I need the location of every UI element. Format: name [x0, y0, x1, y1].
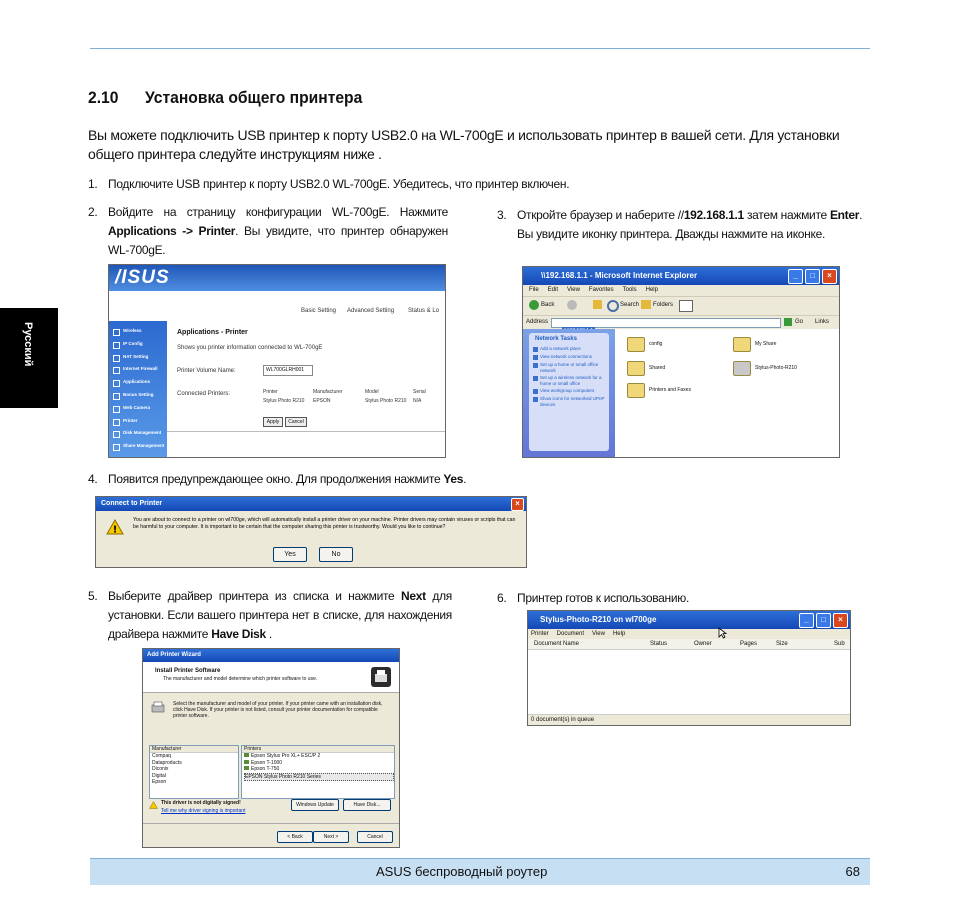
step-text-bold: Next: [401, 589, 426, 603]
asus-nav-label: Web Camera: [123, 404, 151, 410]
step-text: [108, 203, 448, 260]
yes-button[interactable]: Yes: [273, 547, 307, 562]
asus-tabbar: [109, 291, 445, 321]
ie-item-label: Shared: [649, 365, 666, 371]
window-controls: [511, 498, 524, 511]
queue-column[interactable]: Sub: [834, 641, 845, 647]
task-label: Set up a wireless network for a home or small office: [540, 375, 602, 386]
asus-page-desc: Shows you printer information connected to WL-700gE: [177, 345, 323, 351]
nav-bullet-icon: [113, 355, 120, 362]
asus-nav-label: Applications: [123, 379, 151, 385]
network-task-item[interactable]: [533, 396, 609, 407]
step-text-bold: 192.168.1.1: [683, 208, 744, 222]
maximize-icon[interactable]: □: [805, 269, 820, 284]
close-icon[interactable]: ×: [822, 269, 837, 284]
asus-nav-label: Disk Management: [123, 430, 162, 436]
queue-column[interactable]: Document Name: [534, 641, 580, 647]
wizard-description: Select the manufacturer and model of your printer. If your printer came with an installation disk, click Have Disk. If your printer is not listed, consult your printer documentation for compatible printer software.: [173, 701, 383, 719]
network-task-item[interactable]: [533, 362, 609, 373]
col-serial: Serial: [413, 389, 426, 395]
cell: EPSON: [313, 398, 331, 404]
printer-list-header: Printers: [242, 746, 394, 753]
step-text-part: Появится предупреждающее окно. Для продолжения нажмите: [108, 472, 444, 486]
printer-icon: [733, 361, 751, 376]
wizard-header-title: Install Printer Software: [155, 668, 221, 674]
col-manufacturer: Manufacturer: [313, 389, 343, 395]
asus-nav-item[interactable]: [111, 417, 167, 428]
back-arrow-icon[interactable]: [529, 300, 539, 310]
step-text-part: для установки. Если вашего принтера нет в списке, для нахождения драйвера нажмите: [108, 589, 452, 641]
divider: [143, 823, 399, 824]
step-3: [497, 206, 869, 246]
go-label[interactable]: Go: [795, 319, 804, 325]
dialog-titlebar: [96, 497, 526, 511]
views-icon[interactable]: [679, 300, 693, 312]
step-text-bold: Yes: [443, 472, 464, 486]
nav-bullet-icon: [113, 431, 120, 438]
ie-folder-item[interactable]: [627, 335, 727, 355]
step-text-bold: Enter: [829, 208, 860, 222]
manufacturer-item[interactable]: Epson: [152, 779, 167, 785]
printer-model-icon: [244, 753, 249, 757]
printer-volume-input[interactable]: WL700GLRH001: [263, 365, 313, 376]
step-4: [88, 470, 868, 490]
up-folder-icon[interactable]: [593, 300, 602, 309]
maximize-icon[interactable]: □: [816, 613, 831, 628]
ie-content-area: [615, 329, 839, 457]
step-number: 5.: [88, 589, 98, 603]
apply-button[interactable]: Apply: [263, 417, 283, 427]
task-icon: [533, 397, 538, 402]
asus-nav-panel: [109, 321, 167, 457]
step-number: 4.: [88, 472, 98, 486]
svg-text:!: !: [112, 524, 118, 535]
task-label: Set up a home or small office network: [540, 362, 599, 373]
network-task-item[interactable]: [533, 375, 609, 386]
manufacturer-list-header: Manufacturer: [150, 746, 238, 753]
printers-folder-icon: [627, 383, 645, 398]
top-rule: [90, 48, 870, 49]
ie-item-label: My Share: [755, 341, 777, 347]
ie-folder-item[interactable]: [627, 359, 727, 379]
search-icon[interactable]: [607, 300, 619, 312]
nav-bullet-icon: [113, 367, 120, 374]
step-text: [108, 470, 466, 489]
asus-nav-item[interactable]: [111, 378, 167, 389]
window-controls: [788, 269, 837, 284]
step-text-part: Откройте браузер и наберите //: [517, 208, 684, 222]
step-5: [88, 587, 454, 647]
wizard-title: Add Printer Wizard: [147, 652, 201, 658]
divider: [167, 431, 445, 432]
printer-small-icon: [151, 701, 165, 715]
step-text: Подключите USB принтер к порту USB2.0 WL-700gE. Убедитесь, что принтер включен.: [108, 177, 570, 191]
driver-signing-link[interactable]: Tell me why driver signing is important: [161, 808, 246, 814]
section-title: [88, 88, 362, 108]
task-icon: [533, 389, 538, 394]
queue-menu-item[interactable]: Printer: [531, 631, 549, 637]
print-queue-window: [527, 610, 851, 726]
printers-table: [263, 389, 443, 404]
asus-nav-item[interactable]: [111, 429, 167, 440]
tab-status-log[interactable]: Status & Lo: [408, 308, 440, 314]
asus-header: [109, 265, 445, 291]
go-icon[interactable]: [784, 318, 792, 326]
cell: N/A: [413, 398, 422, 404]
step-text-bold: Applications -> Printer: [108, 224, 236, 238]
network-task-item[interactable]: [533, 346, 609, 352]
asus-nav-label: Bonus Setting: [123, 392, 154, 397]
ie-item-label: config: [649, 341, 663, 347]
ie-toolbar: [523, 296, 839, 315]
ie-item-label: Printers and Faxes: [649, 387, 691, 393]
asus-nav-label: Printer: [123, 417, 138, 423]
task-icon: [533, 355, 538, 360]
table-row: [263, 398, 443, 404]
printer-model-list[interactable]: [241, 745, 395, 799]
ie-menu-item[interactable]: Edit: [547, 287, 559, 293]
ie-network-screenshot: [522, 266, 840, 458]
intro-paragraph: Вы можете подключить USB принтер к порту USB2.0 на WL-700gE и использовать принтер в вашей сети. Для установки общего принтера следуйте инструкциям ниже .: [88, 127, 840, 162]
printer-model-item[interactable]: [244, 773, 394, 782]
queue-column[interactable]: Size: [776, 641, 788, 647]
task-label: View workgroup computers: [540, 388, 595, 393]
language-side-tab: [0, 308, 58, 408]
step-number: 6.: [497, 591, 507, 605]
network-share-icon: [733, 337, 751, 352]
task-label: Show icons for networked UPnP devices: [540, 396, 605, 407]
tab-advanced-setting[interactable]: Advanced Setting: [347, 308, 395, 314]
wizard-header: [143, 662, 399, 693]
printer-model-icon: [244, 766, 249, 770]
queue-column[interactable]: Status: [650, 641, 668, 647]
step-text: [517, 206, 869, 244]
asus-nav-label: Internet Firewall: [123, 366, 158, 372]
ie-folder-item[interactable]: [627, 381, 727, 401]
printer-volume-label: Printer Volume Name:: [177, 368, 236, 374]
language-label: Русский: [22, 322, 34, 367]
col-model: Model: [365, 389, 379, 395]
close-icon[interactable]: ×: [833, 613, 848, 628]
queue-column[interactable]: Pages: [740, 641, 758, 647]
asus-nav-item[interactable]: [111, 353, 167, 364]
printer-model-label: Epson Stylus Pro XL+ ESC/P 2: [251, 753, 321, 759]
ie-menu-item[interactable]: View: [567, 287, 580, 293]
page-number: 68: [845, 864, 860, 879]
address-label: Address: [526, 319, 549, 325]
minimize-icon[interactable]: _: [799, 613, 814, 628]
manufacturer-item[interactable]: Digital: [152, 772, 166, 779]
ie-address-bar: [523, 315, 839, 329]
links-label[interactable]: Links: [815, 319, 830, 325]
step-number: 1.: [88, 177, 98, 191]
step-2: [88, 203, 450, 263]
address-input[interactable]: [551, 318, 781, 328]
forward-arrow-icon[interactable]: [567, 300, 577, 310]
table-header-row: [263, 389, 443, 395]
windows-update-button[interactable]: Windows Update: [291, 799, 339, 811]
asus-nav-item[interactable]: [111, 391, 167, 402]
close-icon[interactable]: ×: [511, 498, 524, 511]
wizard-header-sub: The manufacturer and model determine which printer software to use.: [163, 676, 318, 682]
folders-label[interactable]: Folders: [653, 302, 674, 308]
queue-menu-item[interactable]: Document: [556, 631, 585, 637]
cell: Stylus Photo R210: [365, 398, 407, 404]
nav-bullet-icon: [113, 406, 120, 413]
step-text-part: Выберите драйвер принтера из списка и нажмите: [108, 589, 401, 603]
have-disk-button[interactable]: Have Disk...: [343, 799, 391, 811]
printer-icon: [369, 665, 393, 689]
page-footer: [90, 858, 870, 885]
network-task-item[interactable]: [533, 354, 609, 360]
window-controls: [799, 613, 848, 628]
printer-model-icon: [244, 760, 249, 764]
nav-bullet-icon: [113, 329, 120, 336]
step-1: [88, 175, 868, 195]
section-heading: Установка общего принтера: [145, 88, 363, 107]
asus-logo: /ISUS: [115, 267, 170, 288]
nav-bullet-icon: [113, 380, 120, 387]
queue-menubar: [528, 629, 850, 639]
ie-menu-item[interactable]: Help: [645, 287, 658, 293]
nav-bullet-icon: [113, 444, 120, 451]
asus-nav-item[interactable]: [111, 442, 167, 453]
step-text: [108, 587, 452, 644]
step-number: 3.: [497, 208, 507, 222]
next-button[interactable]: Next >: [313, 831, 349, 843]
step-text-part: Войдите на страницу конфигурации WL-700gE. Нажмите: [108, 205, 448, 219]
asus-nav-label: IP Config: [123, 340, 143, 346]
asus-nav-item[interactable]: [111, 340, 167, 351]
task-icon: [533, 347, 538, 352]
asus-nav-item[interactable]: [111, 327, 167, 338]
asus-nav-label: NAT Setting: [123, 353, 149, 359]
asus-nav-item[interactable]: [111, 365, 167, 376]
task-label: View network connections: [540, 354, 592, 359]
footer-text: ASUS беспроводный роутер: [376, 864, 548, 879]
manufacturer-item[interactable]: Dataproducts: [152, 759, 182, 766]
step-text-part: . Вы увидите иконку принтера. Дважды нажмите на иконке.: [517, 208, 863, 241]
network-share-icon: [627, 361, 645, 376]
nav-bullet-icon: [113, 342, 120, 349]
queue-title: Stylus-Photo-R210 on wl700ge: [540, 615, 657, 624]
queue-status-bar: 0 document(s) in queue: [528, 714, 851, 725]
queue-list[interactable]: [528, 650, 850, 706]
printer-model-label: Epson T-750: [251, 766, 280, 772]
step-6: [497, 589, 869, 609]
ie-menubar: [523, 285, 839, 296]
ie-title: \\192.168.1.1 - Microsoft Internet Explorer: [541, 271, 698, 280]
connected-printers-label: Connected Printers:: [177, 391, 231, 397]
add-printer-wizard: [142, 648, 400, 848]
minimize-icon[interactable]: _: [788, 269, 803, 284]
network-tasks-title: Network Tasks: [535, 336, 577, 342]
section-number: 2.10: [88, 88, 119, 107]
manufacturer-item[interactable]: Compaq: [152, 753, 171, 759]
step-text-part: затем нажмите: [743, 208, 830, 222]
back-button[interactable]: < Back: [277, 831, 313, 843]
dialog-message: You are about to connect to a printer on wl700ge, which will automatically install a printer driver on your machine. Printer drivers may contain viruses or scripts that can be harmful to your computer. It is important to be certain that the computer sharing this printer is trustworthy. Would you like to continue?: [133, 517, 516, 530]
back-label[interactable]: Back: [541, 302, 555, 308]
no-button[interactable]: No: [319, 547, 353, 562]
queue-menu-item[interactable]: Help: [612, 631, 626, 637]
cancel-button[interactable]: Cancel: [357, 831, 393, 843]
printer-model-label: EPSON Stylus Photo R210 Series: [245, 773, 321, 780]
ie-task-pane: [523, 329, 615, 457]
warning-icon: [106, 519, 124, 535]
connect-printer-dialog: [95, 496, 527, 568]
asus-nav-item[interactable]: [111, 404, 167, 415]
queue-menu-item[interactable]: View: [592, 631, 605, 637]
dialog-title: Connect to Printer: [101, 500, 163, 507]
ie-folder-item[interactable]: [733, 359, 833, 379]
ie-menu-item[interactable]: Tools: [622, 287, 637, 293]
step-text-part: . Вы увидите, что принтер обнаружен WL-700gE.: [108, 224, 448, 257]
step-text: Принтер готов к использованию.: [517, 591, 690, 605]
asus-config-screenshot: [108, 264, 446, 458]
asus-page-heading: Applications - Printer: [177, 329, 248, 336]
ie-item-label: Stylus-Photo-R210: [755, 365, 797, 371]
asus-nav-label: Wireless: [123, 328, 142, 333]
printer-model-label: Epson T-1000: [251, 759, 283, 766]
tab-basic-setting[interactable]: Basic Setting: [301, 308, 337, 314]
task-label: Add a network place: [540, 346, 581, 351]
wizard-titlebar: [143, 649, 399, 662]
cell: Stylus Photo R210: [263, 398, 305, 404]
ie-menu-item[interactable]: File: [529, 287, 539, 293]
nav-bullet-icon: [113, 419, 120, 426]
network-share-icon: [627, 337, 645, 352]
network-tasks-box: [529, 333, 609, 451]
queue-titlebar: [528, 611, 850, 629]
warning-icon: [149, 801, 158, 809]
col-printer: Printer: [263, 389, 278, 395]
ie-menu-item[interactable]: Favorites: [588, 287, 614, 293]
asus-nav-label: Share Management: [123, 443, 165, 449]
task-icon: [533, 363, 538, 368]
step-number: 2.: [88, 205, 98, 219]
ie-folder-item[interactable]: [733, 335, 833, 355]
step-text-part: .: [265, 627, 272, 641]
task-icon: [533, 376, 538, 381]
step-text-bold: Have Disk: [211, 627, 266, 641]
manufacturer-item[interactable]: Diconix: [152, 766, 169, 772]
queue-column-header: [528, 639, 850, 650]
cursor-icon: [718, 627, 727, 639]
search-label[interactable]: Search: [620, 302, 640, 308]
unsigned-driver-text: This driver is not digitally signed!: [161, 800, 241, 806]
ie-titlebar: [523, 267, 839, 285]
nav-bullet-icon: [113, 393, 120, 400]
step-text-part: .: [463, 472, 467, 486]
network-task-item[interactable]: [533, 388, 609, 394]
folders-icon[interactable]: [641, 300, 651, 309]
cancel-button[interactable]: Cancel: [285, 417, 307, 427]
manufacturer-list[interactable]: [149, 745, 239, 799]
queue-column[interactable]: Owner: [694, 641, 712, 647]
